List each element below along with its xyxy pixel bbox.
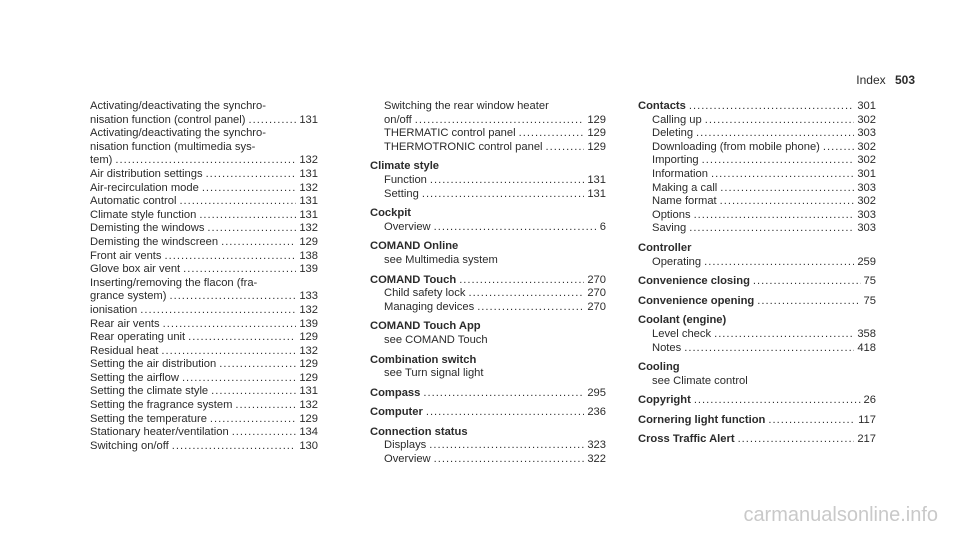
index-heading xyxy=(638,394,876,408)
index-entry xyxy=(90,182,318,196)
entry-page: 129 xyxy=(587,127,606,140)
leader-dots xyxy=(720,182,854,196)
leader-dots xyxy=(179,195,296,209)
index-heading xyxy=(638,275,876,289)
entry-page: 302 xyxy=(857,154,876,167)
entry-text: Air-recirculation mode xyxy=(90,181,199,194)
leader-dots xyxy=(519,127,585,141)
entry-text: Residual heat xyxy=(90,344,159,357)
entry-text: Setting xyxy=(384,187,419,200)
index-entry xyxy=(370,114,606,128)
entry-page: 302 xyxy=(857,113,876,126)
entry-text: see Multimedia system xyxy=(384,253,498,266)
entry-text: Notes xyxy=(652,341,682,354)
index-label: Index xyxy=(856,73,886,87)
entry-page: 270 xyxy=(587,273,606,286)
index-heading xyxy=(370,387,606,401)
index-heading xyxy=(370,207,606,221)
index-entry xyxy=(370,301,606,315)
index-entry xyxy=(90,222,318,236)
leader-dots xyxy=(232,426,297,440)
leader-dots xyxy=(430,174,584,188)
entry-text: Overview xyxy=(384,453,431,466)
index-entry xyxy=(90,413,318,427)
entry-text: COMAND Online xyxy=(370,240,459,253)
entry-page: 129 xyxy=(299,371,318,384)
entry-text: tem) xyxy=(90,154,113,167)
index-entry xyxy=(638,328,876,342)
leader-dots xyxy=(221,236,296,250)
index-heading xyxy=(638,433,876,447)
leader-dots xyxy=(468,287,584,301)
index-entry xyxy=(370,453,606,467)
leader-dots xyxy=(429,439,584,453)
entry-text: COMAND Touch xyxy=(370,273,457,286)
leader-dots xyxy=(422,188,584,202)
index-column-1 xyxy=(90,100,318,453)
index-entry xyxy=(90,141,318,155)
index-entry xyxy=(90,154,318,168)
entry-text: Managing devices xyxy=(384,300,475,313)
entry-text: Demisting the windscreen xyxy=(90,235,219,248)
entry-text: Controller xyxy=(638,241,692,254)
entry-page: 358 xyxy=(857,327,876,340)
leader-dots xyxy=(188,331,296,345)
index-entry xyxy=(370,127,606,141)
index-entry xyxy=(90,345,318,359)
entry-text: Making a call xyxy=(652,181,718,194)
entry-text: Information xyxy=(652,167,708,180)
index-heading xyxy=(638,242,876,256)
index-entry xyxy=(90,236,318,250)
leader-dots xyxy=(714,328,854,342)
entry-page: 138 xyxy=(299,249,318,262)
leader-dots xyxy=(172,440,297,454)
index-heading xyxy=(370,354,606,368)
index-column-2 xyxy=(370,100,606,467)
entry-page: 301 xyxy=(857,167,876,180)
index-entry xyxy=(638,256,876,270)
entry-text: Saving xyxy=(652,222,687,235)
entry-text: Cornering light function xyxy=(638,413,766,426)
index-entry xyxy=(370,287,606,301)
leader-dots xyxy=(140,304,296,318)
index-entry xyxy=(90,304,318,318)
leader-dots xyxy=(696,127,854,141)
index-column-3 xyxy=(638,100,876,447)
index-heading xyxy=(370,406,606,420)
entry-text: Connection status xyxy=(370,425,468,438)
leader-dots xyxy=(459,274,584,288)
entry-page: 132 xyxy=(299,181,318,194)
watermark: carmanualsonline.info xyxy=(743,504,938,526)
index-entry xyxy=(90,168,318,182)
leader-dots xyxy=(684,342,854,356)
entry-text: see Climate control xyxy=(652,374,748,387)
entry-text: Copyright xyxy=(638,394,691,407)
entry-text: Demisting the windows xyxy=(90,222,205,235)
index-entry xyxy=(370,254,606,268)
entry-text: see Turn signal light xyxy=(384,367,484,380)
entry-text: Combination switch xyxy=(370,353,477,366)
entry-page: 132 xyxy=(299,344,318,357)
index-entry xyxy=(90,372,318,386)
entry-page: 131 xyxy=(587,187,606,200)
entry-page: 134 xyxy=(299,426,318,439)
leader-dots xyxy=(165,250,297,264)
entry-text: Switching on/off xyxy=(90,439,169,452)
entry-page: 132 xyxy=(299,154,318,167)
entry-text: Compass xyxy=(370,386,421,399)
index-heading xyxy=(370,160,606,174)
index-entry xyxy=(90,195,318,209)
entry-text: on/off xyxy=(384,113,412,126)
entry-text: Front air vents xyxy=(90,249,162,262)
entry-text: Automatic control xyxy=(90,195,177,208)
entry-page: 302 xyxy=(857,195,876,208)
index-entry xyxy=(638,168,876,182)
entry-page: 6 xyxy=(599,220,606,233)
index-entry xyxy=(90,250,318,264)
entry-page: 303 xyxy=(857,222,876,235)
entry-text: nisation function (multimedia sys- xyxy=(90,140,256,153)
entry-text: Operating xyxy=(652,255,702,268)
entry-text: Cooling xyxy=(638,361,680,374)
leader-dots xyxy=(738,433,855,447)
index-heading xyxy=(370,274,606,288)
entry-text: nisation function (control panel) xyxy=(90,113,246,126)
entry-page: 259 xyxy=(857,255,876,268)
leader-dots xyxy=(182,372,296,386)
entry-page: 139 xyxy=(299,317,318,330)
index-entry xyxy=(90,209,318,223)
entry-page: 132 xyxy=(299,222,318,235)
entry-page: 129 xyxy=(587,113,606,126)
index-entry xyxy=(370,100,606,114)
index-entry xyxy=(90,358,318,372)
entry-page: 131 xyxy=(299,167,318,180)
index-entry xyxy=(370,141,606,155)
entry-page: 129 xyxy=(299,358,318,371)
entry-text: THERMOTRONIC control panel xyxy=(384,140,543,153)
leader-dots xyxy=(426,406,584,420)
entry-text: Glove box air vent xyxy=(90,263,181,276)
entry-text: Deleting xyxy=(652,127,694,140)
entry-page: 129 xyxy=(299,331,318,344)
index-heading xyxy=(638,100,876,114)
leader-dots xyxy=(169,290,296,304)
entry-text: Cross Traffic Alert xyxy=(638,433,735,446)
leader-dots xyxy=(199,209,296,223)
entry-page: 131 xyxy=(299,195,318,208)
entry-page: 130 xyxy=(299,439,318,452)
leader-dots xyxy=(546,141,585,155)
index-entry xyxy=(90,318,318,332)
index-entry xyxy=(90,426,318,440)
entry-text: Rear operating unit xyxy=(90,331,186,344)
leader-dots xyxy=(219,358,296,372)
entry-page: 129 xyxy=(299,235,318,248)
entry-page: 133 xyxy=(299,290,318,303)
index-entry xyxy=(370,221,606,235)
entry-text: Setting the climate style xyxy=(90,385,209,398)
entry-page: 270 xyxy=(587,300,606,313)
index-heading xyxy=(638,314,876,328)
index-entry xyxy=(90,399,318,413)
leader-dots xyxy=(161,345,296,359)
entry-text: see COMAND Touch xyxy=(384,333,488,346)
entry-page: 131 xyxy=(299,385,318,398)
index-entry xyxy=(90,331,318,345)
index-heading xyxy=(370,240,606,254)
entry-text: Climate style xyxy=(370,160,440,173)
leader-dots xyxy=(248,114,296,128)
leader-dots xyxy=(768,414,855,428)
leader-dots xyxy=(211,385,296,399)
index-entry xyxy=(370,367,606,381)
index-entry xyxy=(370,334,606,348)
entry-page: 132 xyxy=(299,399,318,412)
entry-text: ionisation xyxy=(90,303,138,316)
leader-dots xyxy=(434,453,585,467)
entry-page: 236 xyxy=(587,406,606,419)
entry-page: 26 xyxy=(863,394,876,407)
index-entry xyxy=(638,141,876,155)
index-entry xyxy=(90,114,318,128)
entry-text: Function xyxy=(384,173,427,186)
index-entry xyxy=(638,195,876,209)
entry-text: Options xyxy=(652,208,691,221)
leader-dots xyxy=(694,209,855,223)
entry-text: Contacts xyxy=(638,100,686,112)
index-entry xyxy=(90,277,318,291)
entry-page: 301 xyxy=(857,100,876,112)
page-number: 503 xyxy=(894,73,915,87)
entry-text: Computer xyxy=(370,406,423,419)
entry-page: 129 xyxy=(299,412,318,425)
entry-page: 295 xyxy=(587,386,606,399)
index-entry xyxy=(370,174,606,188)
entry-page: 322 xyxy=(587,453,606,466)
leader-dots xyxy=(823,141,854,155)
entry-text: Setting the fragrance system xyxy=(90,399,233,412)
entry-page: 217 xyxy=(857,433,876,446)
index-entry xyxy=(370,188,606,202)
leader-dots xyxy=(163,318,297,332)
leader-dots xyxy=(694,394,861,408)
entry-page: 129 xyxy=(587,140,606,153)
leader-dots xyxy=(757,295,860,309)
leader-dots xyxy=(210,413,296,427)
leader-dots xyxy=(202,182,297,196)
entry-page: 323 xyxy=(587,439,606,452)
entry-text: Coolant (engine) xyxy=(638,314,727,327)
index-entry xyxy=(370,439,606,453)
index-entry xyxy=(638,114,876,128)
entry-text: Child safety lock xyxy=(384,287,466,300)
index-entry xyxy=(90,440,318,454)
index-entry xyxy=(638,182,876,196)
entry-page: 131 xyxy=(587,173,606,186)
leader-dots xyxy=(206,168,297,182)
entry-text: Level check xyxy=(652,327,712,340)
entry-text: Air distribution settings xyxy=(90,167,203,180)
entry-page: 303 xyxy=(857,127,876,140)
index-entry xyxy=(90,290,318,304)
entry-page: 132 xyxy=(299,303,318,316)
entry-text: Setting the air distribution xyxy=(90,358,217,371)
leader-dots xyxy=(711,168,854,182)
index-entry xyxy=(90,100,318,114)
index-entry xyxy=(90,385,318,399)
index-heading xyxy=(638,414,876,428)
leader-dots xyxy=(702,154,855,168)
index-entry xyxy=(638,375,876,389)
entry-page: 131 xyxy=(299,113,318,126)
entry-text: Importing xyxy=(652,154,699,167)
entry-page: 303 xyxy=(857,181,876,194)
index-entry xyxy=(638,154,876,168)
leader-dots xyxy=(477,301,584,315)
leader-dots xyxy=(689,222,854,236)
index-entry xyxy=(90,127,318,141)
entry-text: Convenience opening xyxy=(638,294,755,307)
entry-page: 139 xyxy=(299,263,318,276)
index-entry xyxy=(638,209,876,223)
entry-text: Switching the rear window heater xyxy=(384,100,549,112)
leader-dots xyxy=(183,263,296,277)
entry-text: Setting the airflow xyxy=(90,371,179,384)
entry-page: 131 xyxy=(299,208,318,221)
leader-dots xyxy=(705,114,855,128)
leader-dots xyxy=(753,275,861,289)
entry-text: Convenience closing xyxy=(638,275,750,288)
leader-dots xyxy=(423,387,584,401)
entry-page: 75 xyxy=(863,275,876,288)
entry-page: 302 xyxy=(857,140,876,153)
leader-dots xyxy=(415,114,585,128)
index-heading xyxy=(638,361,876,375)
index-entry xyxy=(90,263,318,277)
entry-text: Displays xyxy=(384,439,427,452)
entry-text: THERMATIC control panel xyxy=(384,127,516,140)
entry-page: 303 xyxy=(857,208,876,221)
entry-page: 270 xyxy=(587,287,606,300)
leader-dots xyxy=(434,221,597,235)
index-entry xyxy=(638,222,876,236)
entry-text: Cockpit xyxy=(370,207,412,220)
entry-text: Inserting/removing the flacon (fra- xyxy=(90,276,258,289)
index-heading xyxy=(370,426,606,440)
entry-text: grance system) xyxy=(90,290,167,303)
index-entry xyxy=(638,127,876,141)
entry-text: Downloading (from mobile phone) xyxy=(652,140,820,153)
leader-dots xyxy=(115,154,296,168)
index-entry xyxy=(638,342,876,356)
leader-dots xyxy=(689,100,854,114)
leader-dots xyxy=(235,399,296,413)
page-header xyxy=(856,73,915,87)
entry-page: 75 xyxy=(863,294,876,307)
leader-dots xyxy=(207,222,296,236)
index-heading xyxy=(638,295,876,309)
entry-text: COMAND Touch App xyxy=(370,320,481,333)
entry-text: Name format xyxy=(652,195,717,208)
entry-page: 117 xyxy=(858,413,876,426)
entry-page: 418 xyxy=(857,341,876,354)
entry-text: Stationary heater/ventilation xyxy=(90,426,229,439)
leader-dots xyxy=(704,256,854,270)
entry-text: Activating/deactivating the synchro- xyxy=(90,127,266,140)
leader-dots xyxy=(720,195,855,209)
entry-text: Climate style function xyxy=(90,208,197,221)
entry-text: Overview xyxy=(384,220,431,233)
entry-text: Calling up xyxy=(652,113,702,126)
entry-text: Activating/deactivating the synchro- xyxy=(90,100,266,112)
entry-text: Setting the temperature xyxy=(90,412,207,425)
entry-text: Rear air vents xyxy=(90,317,160,330)
index-heading xyxy=(370,320,606,334)
